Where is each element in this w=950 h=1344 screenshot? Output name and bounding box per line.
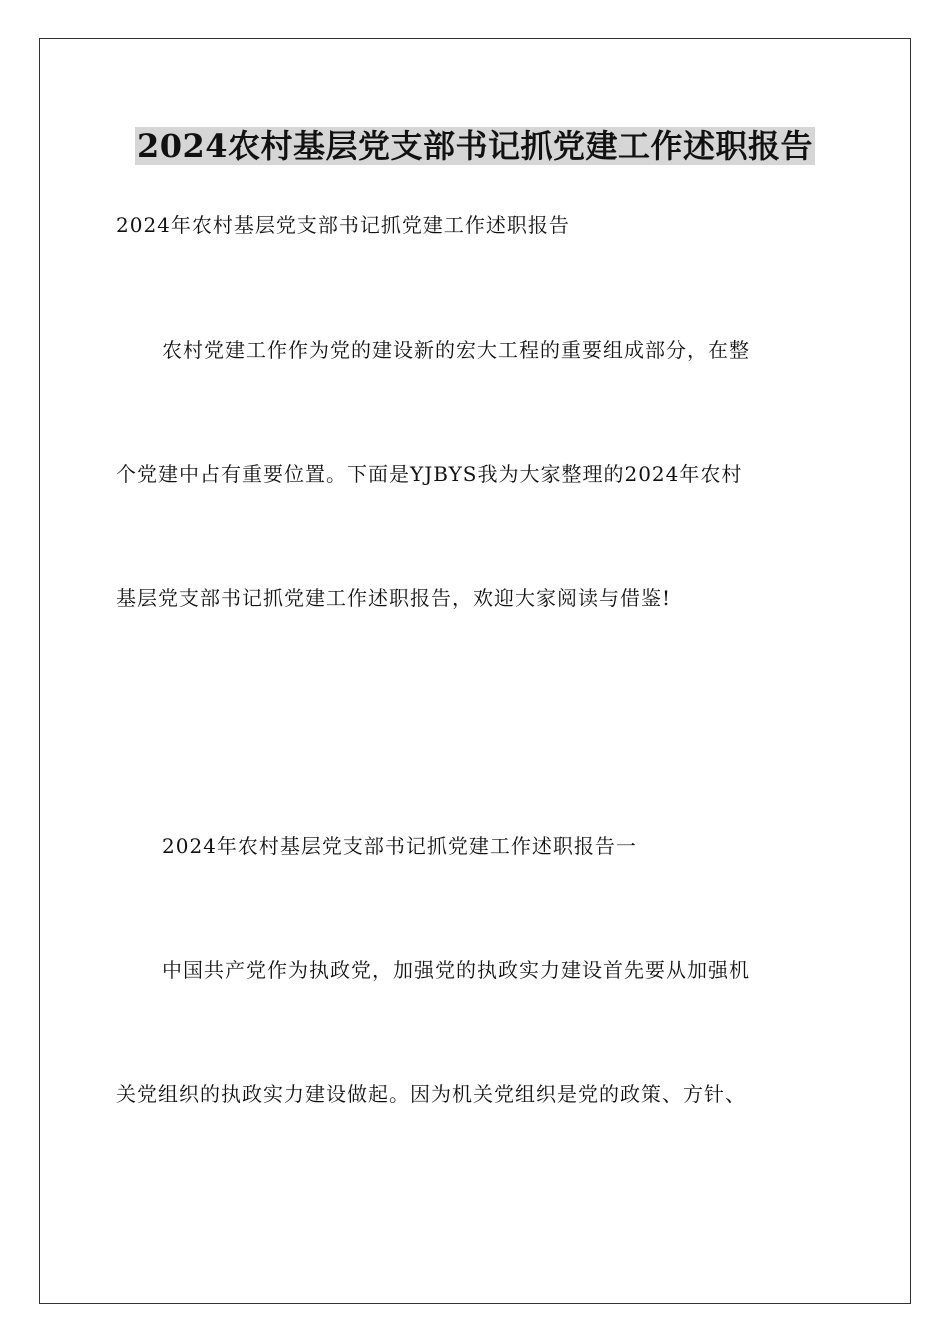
intro-line-3: 基层党支部书记抓党建工作述职报告，欢迎大家阅读与借鉴! — [116, 586, 672, 610]
document-subtitle: 2024年农村基层党支部书记抓党建工作述职报告 — [116, 213, 570, 237]
section-line-1: 中国共产党作为执政党，加强党的执政实力建设首先要从加强机 — [162, 958, 750, 982]
intro-line-2: 个党建中占有重要位置。下面是YJBYS我为大家整理的2024年农村 — [116, 462, 743, 486]
section-line-2: 关党组织的执政实力建设做起。因为机关党组织是党的政策、方针、 — [116, 1082, 746, 1106]
intro-line-1: 农村党建工作作为党的建设新的宏大工程的重要组成部分，在整 — [162, 338, 750, 362]
document-title-text: 2024农村基层党支部书记抓党建工作述职报告 — [136, 127, 814, 165]
document-title — [0, 124, 950, 168]
section-heading: 2024年农村基层党支部书记抓党建工作述职报告一 — [162, 834, 637, 858]
